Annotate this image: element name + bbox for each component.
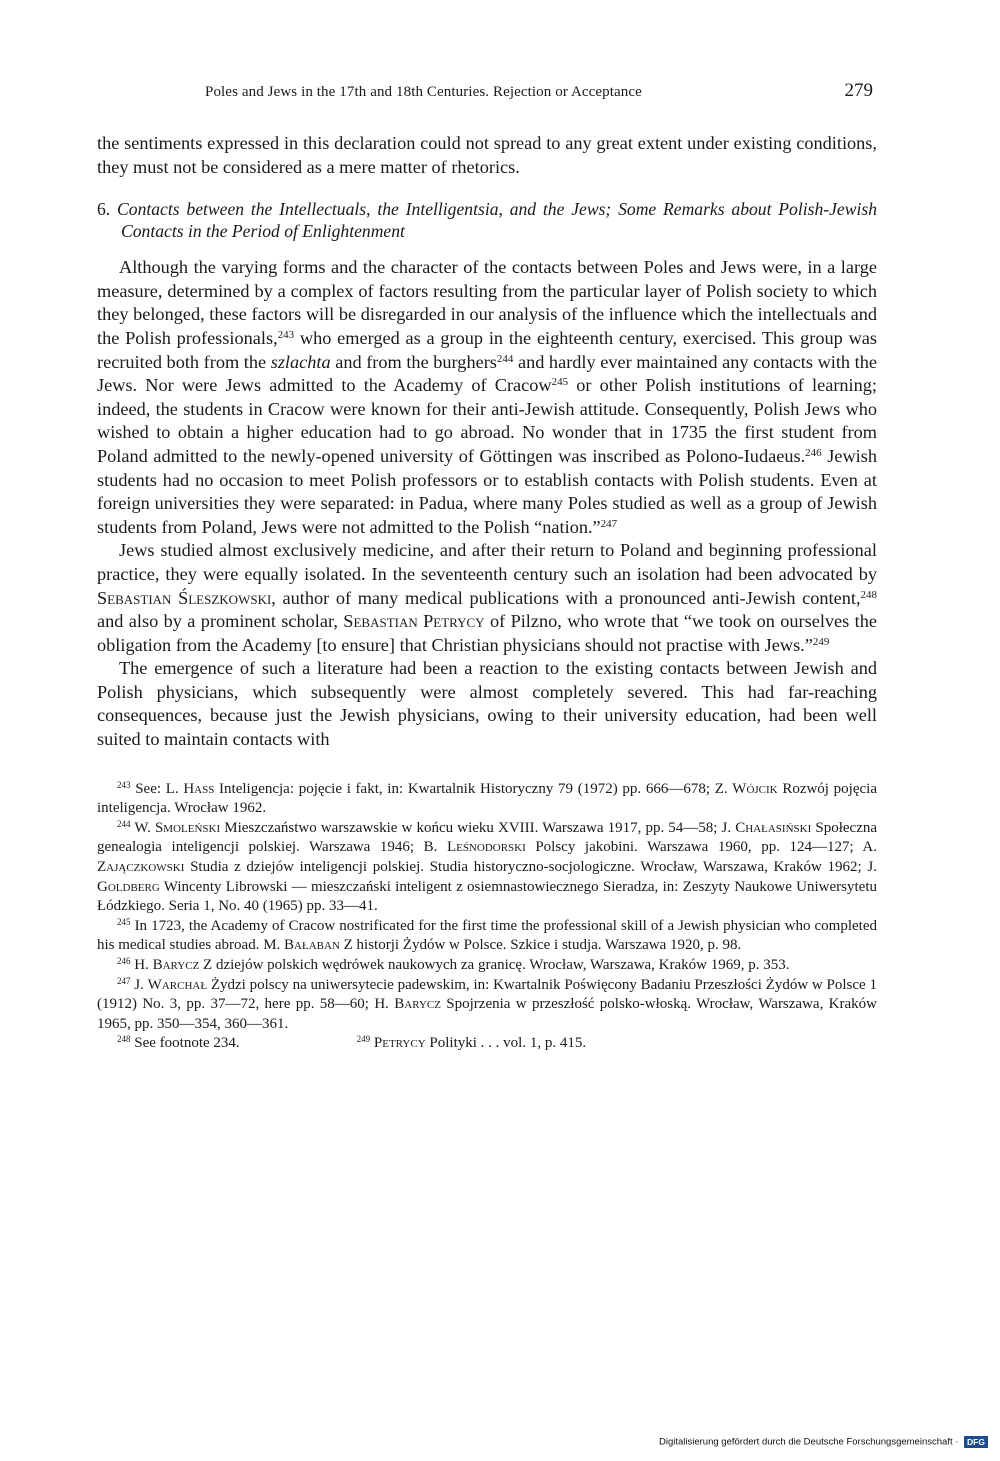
footnote-text: J. (130, 976, 148, 993)
footnote-number: 244 (117, 818, 131, 829)
footnote-244 (97, 819, 877, 917)
author-name: Smoleński (154, 819, 221, 836)
footnote-text: Wincenty Librowski — mieszczański inteligent z osiemnastowiecznego Sieradza, in: Zeszyty Naukowe Uniwersytetu Łódzkiego. Seria 1, No. 40 (1965) pp. 33—41. (97, 878, 877, 915)
author-name: Sebastian Śleszkowski (97, 587, 272, 608)
running-title: Poles and Jews in the 17th and 18th Centuries. Rejection or Acceptance (205, 84, 642, 100)
footnote-number: 246 (117, 956, 131, 967)
paragraph-text: of Pilzno, who wrote that “we took on ourselves the obligation from the Academy [to ensure] that Christian physicians should not practise with Jews.” (97, 611, 878, 655)
footnote-ref: 247 (600, 517, 618, 530)
author-name: Barycz (152, 957, 200, 973)
book-page (97, 78, 877, 1054)
footnote-text: Polityki . . . vol. 1, p. 415. (425, 1035, 587, 1052)
paragraph-intellectuals (97, 256, 877, 539)
footnote-text: Studia z dziejów inteligencji polskiej. Studia historyczno-socjologiczne. Wrocław, Warszawa, Kraków 1962; J. (184, 859, 877, 876)
footnote-number: 243 (117, 779, 131, 790)
footnote-number: 248 (117, 1034, 131, 1045)
dfg-logo: DFG (964, 1436, 988, 1448)
footnote-246 (97, 956, 877, 976)
paragraph-text: Jewish students had no occasion to meet Polish professors or to establish contacts with Polish students. Even at foreign universities they were separated: in Padua, where many Poles studied as well as a group of Jewish students from Poland, Jews were not admitted to the Polish “nation.” (97, 445, 877, 537)
paragraph-text: who emerged as a group in the eighteenth century, exercised. This group was recruited both from the (97, 327, 878, 372)
author-name: Warchał (147, 976, 208, 993)
footnote-number: 245 (117, 916, 131, 927)
running-head (97, 78, 877, 110)
section-number: 6. (97, 199, 111, 220)
footnote-248-text: See footnote 234. (130, 1035, 240, 1052)
paragraph-reaction: The emergence of such a literature had been a reaction to the existing contacts between Jewish and Polish physicians, which subsequently were almost completely severed. This had far-reaching consequences, because just the Jewish physicians, owing to their university education, had been well suited to maintain contacts with (97, 658, 877, 750)
paragraph-text: and hardly ever maintained any contacts with the Jews. Nor were Jews admitted to the Academy of Cracow (97, 351, 877, 396)
section-title: Contacts between the Intellectuals, the Intelligentsia, and the Jews; Some Remarks about Polish-Jewish Contacts in the Period of Enlightenment (117, 199, 878, 242)
paragraph-text: Although the varying forms and the character of the contacts between Poles and Jews were, in a large measure, determined by a complex of factors resulting from the particular layer of Polish society to which they belonged, these factors will be disregarded in our analysis of the influence which the intellectuals and the Polish professionals, (97, 257, 877, 348)
footnote-ref: 248 (860, 588, 877, 601)
credit-text: Digitalisierung gefördert durch die Deutsche Forschungsgemeinschaft (658, 1436, 953, 1448)
author-name: Zajączkowski (97, 859, 185, 876)
footnote-ref: 243 (277, 328, 295, 341)
author-name: Wójcik (732, 780, 778, 797)
footnote-text: W. (130, 819, 155, 836)
footnote-243 (97, 780, 877, 819)
paragraph-text: Jews studied almost exclusively medicine, and after their return to Poland and beginning professional practice, they were equally isolated. In the seventeenth century such an isolation had been advocated by (97, 540, 877, 584)
author-name: Bałaban (284, 937, 340, 954)
footnotes-248-249 (97, 1034, 877, 1054)
footnote-text: Społeczna genealogia inteligencji polskiej. Warszawa 1946; B. (97, 819, 878, 856)
footnote-text: H. (130, 957, 153, 973)
footnote-text: See: L. (130, 780, 184, 797)
italic-term: szlachta (270, 351, 331, 372)
author-name: Hass (183, 780, 215, 797)
footnote-text: Z dziejów polskich wędrówek naukowych za granicę. Wrocław, Warszawa, Kraków 1969, p. 353. (199, 957, 790, 973)
paragraph-text: and also by a prominent scholar, (97, 611, 344, 632)
footnote-text: Mieszczaństwo warszawskie w końcu wieku XVIII. Warszawa 1917, pp. 54—58; J. (220, 819, 736, 836)
footnote-number: 247 (117, 975, 131, 986)
footnote-ref: 244 (496, 352, 514, 365)
paragraph-medicine (97, 539, 877, 657)
footnote-text: Polscy jakobini. Warszawa 1960, pp. 124—127; A. (525, 839, 877, 856)
footnote-text: Spojrzenia w przeszłość polsko-włoską. Wrocław, Warszawa, Kraków 1965, pp. 350—354, 360—361. (97, 996, 877, 1032)
author-name: Leśnodorski (446, 839, 526, 856)
author-name: Petrycy (373, 1035, 426, 1052)
footnote-245 (97, 917, 877, 956)
author-name: Sebastian Petrycy (343, 611, 485, 632)
footnote-247 (97, 976, 877, 1035)
footnote-text: Inteligencja: pojęcie i fakt, in: Kwartalnik Historyczny 79 (1972) pp. 666—678; Z. (214, 780, 733, 797)
page-number: 279 (844, 80, 873, 101)
footnote-249 (357, 1034, 586, 1054)
paragraph-text: , author of many medical publications with a pronounced anti-Jewish content, (271, 587, 861, 608)
footnote-text: In 1723, the Academy of Cracow nostrificated for the first time the professional skill of a Jewish physician who completed his medical studies abroad. M. (97, 917, 877, 954)
footnote-text: Z historji Żydów w Polsce. Szkice i studja. Warszawa 1920, p. 98. (339, 937, 742, 954)
paragraph-text: and from the burghers (330, 351, 497, 372)
footnotes (97, 780, 877, 1054)
paragraph-text: or other Polish institutions of learning; indeed, the students in Cracow were known for their anti-Jewish attitude. Consequently, Polish Jews who wished to obtain a higher education had to go abroad. No wonder that in 1735 the first student from Poland admitted to the newly-opened university of Göttingen was inscribed as Polono-Iudaeus. (97, 375, 877, 466)
footnote-number: 249 (356, 1034, 371, 1045)
footnote-ref: 245 (551, 376, 569, 389)
digitization-credit: Digitalisierung gefördert durch die Deutsche Forschungsgemeinschaft · DFG (659, 1436, 988, 1448)
footnote-text: Rozwój pojęcia inteligencja. Wrocław 1962. (97, 780, 877, 817)
footnote-ref: 249 (812, 635, 830, 648)
author-name: Chałasiński (735, 819, 812, 836)
carryover-paragraph: the sentiments expressed in this declaration could not spread to any great extent under existing conditions, they must not be considered as a mere matter of rhetorics. (97, 133, 877, 177)
author-name: Barycz (394, 996, 441, 1013)
footnote-text: Żydzi polscy na uniwersytecie padewskim, in: Kwartalnik Poświęcony Badaniu Przeszłości Żydów w Polsce 1 (1912) No. 3, pp. 37—72, here pp. 58—60; H. (97, 976, 877, 1013)
section-heading (97, 198, 877, 242)
footnote-ref: 246 (805, 446, 822, 459)
author-name: Goldberg (97, 878, 160, 895)
